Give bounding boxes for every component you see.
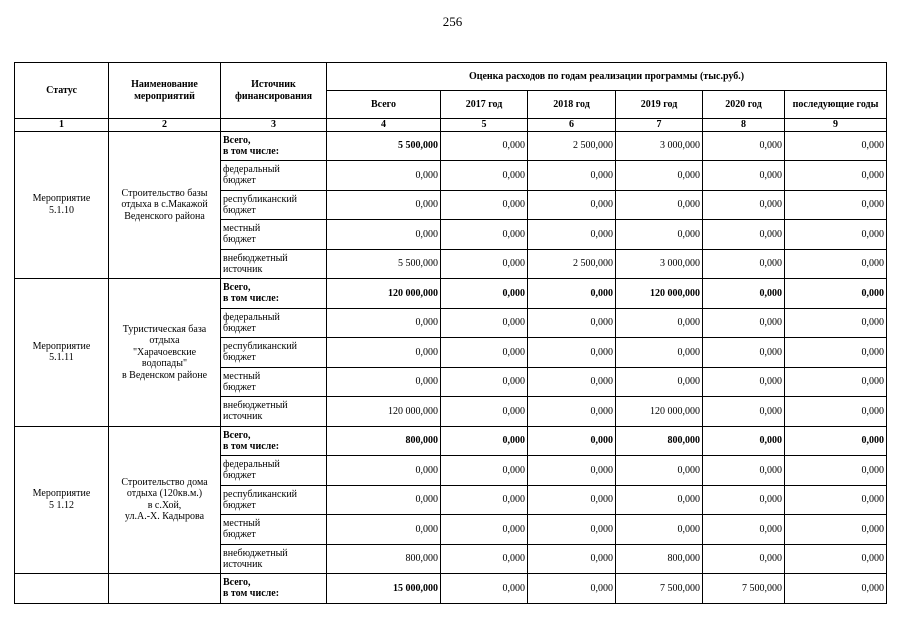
source-total: Всего, в том числе:	[221, 131, 327, 161]
cell-later: 0,000	[785, 426, 887, 456]
cell-later: 0,000	[785, 161, 887, 191]
event-name: Строительство дома отдыха (120кв.м.) в с.Хой, ул.А.-Х. Кадырова	[109, 426, 221, 574]
cell-2019: 800,000	[616, 426, 703, 456]
cell-later: 0,000	[785, 515, 887, 545]
cell-2017: 0,000	[441, 161, 528, 191]
cell-2019: 7 500,000	[616, 574, 703, 604]
cell-2020: 0,000	[703, 279, 785, 309]
cell-2018: 2 500,000	[528, 131, 616, 161]
cell-2019: 120 000,000	[616, 397, 703, 427]
cell-later: 0,000	[785, 456, 887, 486]
cell-2020: 0,000	[703, 338, 785, 368]
cell-2017: 0,000	[441, 456, 528, 486]
source-federal: федеральный бюджет	[221, 308, 327, 338]
cell-2018: 0,000	[528, 190, 616, 220]
budget-table	[14, 62, 887, 604]
cell-2019: 0,000	[616, 338, 703, 368]
source-extra-budget: внебюджетный источник	[221, 397, 327, 427]
source-total: Всего, в том числе:	[221, 279, 327, 309]
table-row	[15, 426, 887, 456]
cell-later: 0,000	[785, 338, 887, 368]
cell-2019: 0,000	[616, 308, 703, 338]
cell-2020: 0,000	[703, 485, 785, 515]
event-name: Туристическая база отдыха "Харачоевские водопады" в Веденском районе	[109, 279, 221, 427]
source-local: местный бюджет	[221, 220, 327, 250]
event-name	[109, 574, 221, 604]
event-status: Мероприятие 5.1.11	[15, 279, 109, 427]
header-name: Наименование мероприятий	[109, 63, 221, 119]
cell-2019: 0,000	[616, 220, 703, 250]
cell-total: 800,000	[327, 426, 441, 456]
cell-later: 0,000	[785, 397, 887, 427]
cell-later: 0,000	[785, 574, 887, 604]
cell-later: 0,000	[785, 220, 887, 250]
event-status: Мероприятие 5 1.12	[15, 426, 109, 574]
cell-2019: 800,000	[616, 544, 703, 574]
cell-2018: 0,000	[528, 308, 616, 338]
cell-2020: 0,000	[703, 456, 785, 486]
cell-2018: 0,000	[528, 397, 616, 427]
cell-2017: 0,000	[441, 131, 528, 161]
cell-2017: 0,000	[441, 220, 528, 250]
cell-2019: 3 000,000	[616, 131, 703, 161]
source-republic: республиканский бюджет	[221, 485, 327, 515]
cell-2018: 0,000	[528, 338, 616, 368]
source-extra-budget: внебюджетный источник	[221, 249, 327, 279]
cell-later: 0,000	[785, 367, 887, 397]
cell-2017: 0,000	[441, 485, 528, 515]
cell-2017: 0,000	[441, 574, 528, 604]
cell-2019: 0,000	[616, 367, 703, 397]
column-number: 4	[327, 119, 441, 132]
cell-total: 5 500,000	[327, 131, 441, 161]
cell-total: 0,000	[327, 515, 441, 545]
cell-2018: 0,000	[528, 574, 616, 604]
cell-2018: 0,000	[528, 220, 616, 250]
source-extra-budget: внебюджетный источник	[221, 544, 327, 574]
cell-2020: 0,000	[703, 220, 785, 250]
cell-later: 0,000	[785, 190, 887, 220]
event-name: Строительство базы отдыха в с.Макажой Веденского района	[109, 131, 221, 279]
header-source: Источник финансирования	[221, 63, 327, 119]
cell-2017: 0,000	[441, 367, 528, 397]
cell-total: 5 500,000	[327, 249, 441, 279]
cell-2017: 0,000	[441, 397, 528, 427]
cell-total: 0,000	[327, 456, 441, 486]
cell-total: 0,000	[327, 338, 441, 368]
source-total: Всего, в том числе:	[221, 426, 327, 456]
header-status: Статус	[15, 63, 109, 119]
cell-total: 0,000	[327, 161, 441, 191]
cell-total: 120 000,000	[327, 279, 441, 309]
table-row	[15, 131, 887, 161]
cell-2020: 0,000	[703, 131, 785, 161]
cell-2019: 0,000	[616, 485, 703, 515]
column-number: 5	[441, 119, 528, 132]
table-row	[15, 279, 887, 309]
cell-2017: 0,000	[441, 544, 528, 574]
cell-2020: 0,000	[703, 308, 785, 338]
column-number: 8	[703, 119, 785, 132]
cell-later: 0,000	[785, 544, 887, 574]
source-republic: республиканский бюджет	[221, 338, 327, 368]
source-federal: федеральный бюджет	[221, 456, 327, 486]
header-col-2019: 2019 год	[616, 91, 703, 119]
cell-2019: 0,000	[616, 456, 703, 486]
cell-total: 0,000	[327, 190, 441, 220]
cell-2020: 0,000	[703, 515, 785, 545]
cell-total: 15 000,000	[327, 574, 441, 604]
cell-2019: 0,000	[616, 161, 703, 191]
header-col-2020: 2020 год	[703, 91, 785, 119]
cell-2019: 0,000	[616, 515, 703, 545]
cell-later: 0,000	[785, 131, 887, 161]
column-number: 3	[221, 119, 327, 132]
column-number: 1	[15, 119, 109, 132]
cell-2017: 0,000	[441, 279, 528, 309]
cell-2018: 0,000	[528, 426, 616, 456]
header-col-2018: 2018 год	[528, 91, 616, 119]
cell-2018: 0,000	[528, 544, 616, 574]
header-col-later: последующие годы	[785, 91, 887, 119]
cell-total: 800,000	[327, 544, 441, 574]
cell-2020: 7 500,000	[703, 574, 785, 604]
cell-2017: 0,000	[441, 338, 528, 368]
cell-2017: 0,000	[441, 308, 528, 338]
cell-total: 0,000	[327, 367, 441, 397]
event-status	[15, 574, 109, 604]
cell-2017: 0,000	[441, 249, 528, 279]
column-number: 9	[785, 119, 887, 132]
cell-2020: 0,000	[703, 544, 785, 574]
cell-2018: 2 500,000	[528, 249, 616, 279]
cell-2017: 0,000	[441, 515, 528, 545]
cell-total: 120 000,000	[327, 397, 441, 427]
cell-2018: 0,000	[528, 161, 616, 191]
cell-2018: 0,000	[528, 367, 616, 397]
source-total: Всего, в том числе:	[221, 574, 327, 604]
cell-later: 0,000	[785, 249, 887, 279]
cell-2018: 0,000	[528, 279, 616, 309]
cell-2019: 3 000,000	[616, 249, 703, 279]
column-number: 6	[528, 119, 616, 132]
cell-2019: 0,000	[616, 190, 703, 220]
cell-2018: 0,000	[528, 456, 616, 486]
source-local: местный бюджет	[221, 515, 327, 545]
cell-2020: 0,000	[703, 426, 785, 456]
header-estimate: Оценка расходов по годам реализации программы (тыс.руб.)	[327, 63, 887, 91]
header-col-total: Всего	[327, 91, 441, 119]
cell-2018: 0,000	[528, 515, 616, 545]
column-number: 7	[616, 119, 703, 132]
header-col-2017: 2017 год	[441, 91, 528, 119]
cell-later: 0,000	[785, 279, 887, 309]
source-republic: республиканский бюджет	[221, 190, 327, 220]
source-local: местный бюджет	[221, 367, 327, 397]
cell-later: 0,000	[785, 308, 887, 338]
cell-2020: 0,000	[703, 367, 785, 397]
column-number: 2	[109, 119, 221, 132]
cell-2017: 0,000	[441, 426, 528, 456]
event-status: Мероприятие 5.1.10	[15, 131, 109, 279]
source-federal: федеральный бюджет	[221, 161, 327, 191]
page-number: 256	[442, 14, 463, 29]
cell-2020: 0,000	[703, 397, 785, 427]
cell-later: 0,000	[785, 485, 887, 515]
cell-2020: 0,000	[703, 161, 785, 191]
cell-total: 0,000	[327, 485, 441, 515]
cell-2019: 120 000,000	[616, 279, 703, 309]
cell-total: 0,000	[327, 220, 441, 250]
cell-2020: 0,000	[703, 190, 785, 220]
table-row	[15, 574, 887, 604]
cell-total: 0,000	[327, 308, 441, 338]
cell-2020: 0,000	[703, 249, 785, 279]
cell-2017: 0,000	[441, 190, 528, 220]
cell-2018: 0,000	[528, 485, 616, 515]
